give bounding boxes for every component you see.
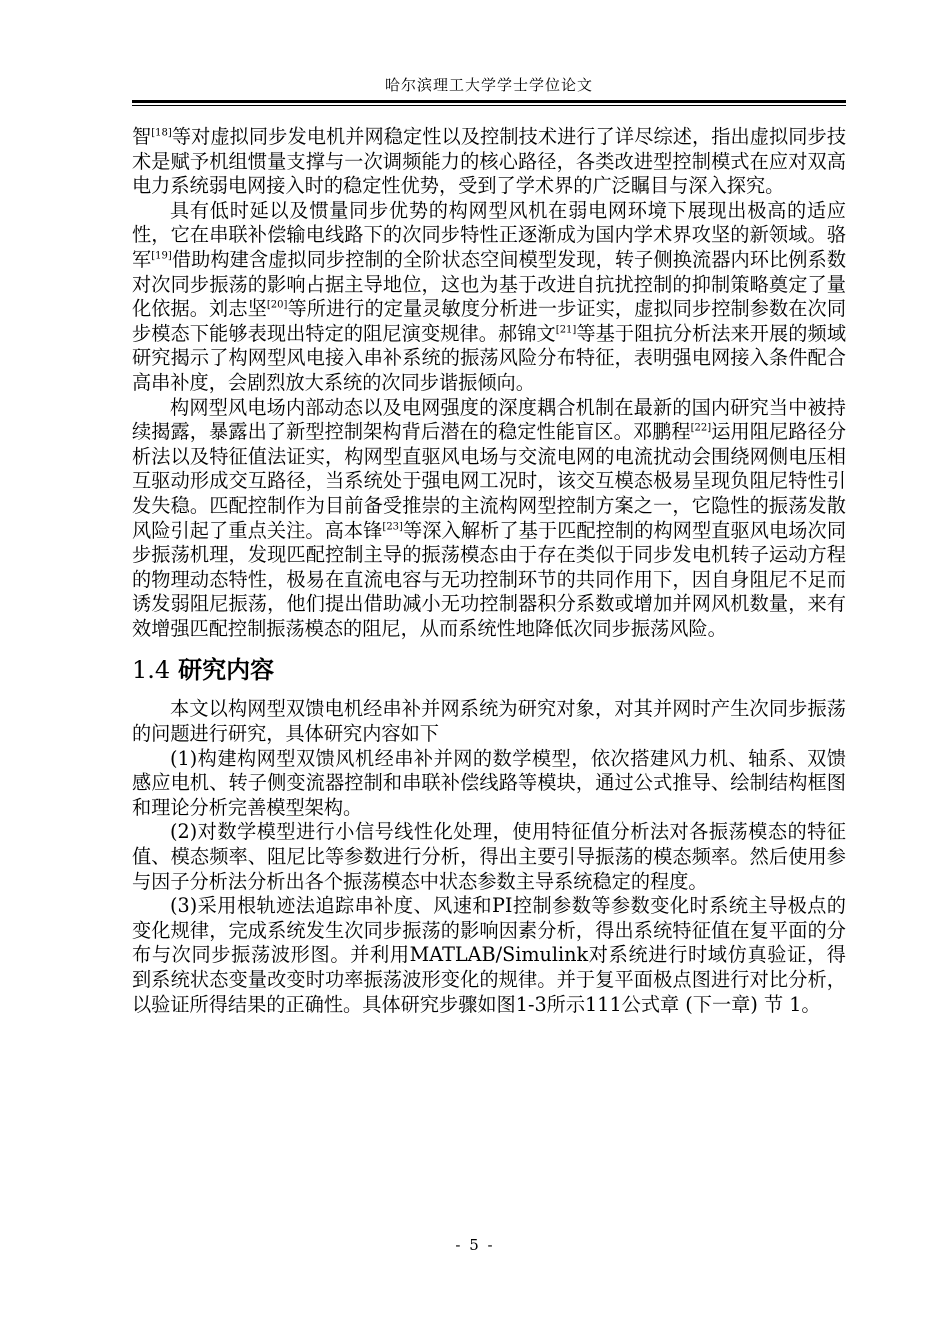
paragraph-text: 本文以构网型双馈电机经串补并网系统为研究对象，对其并网时产生次同步振荡的问题进行研究，具体研究内容如下 bbox=[132, 697, 846, 746]
page-body bbox=[132, 125, 846, 1017]
citation-ref: [19] bbox=[151, 250, 172, 262]
body-paragraph bbox=[132, 697, 846, 746]
running-header: 哈尔滨理工大学学士学位论文 bbox=[384, 76, 593, 94]
paragraph-text: 运用阻尼路径分析法以及特征值法证实，构网型直驱风电场与交流电网的电流扰动会围绕网侧电压相互驱动形成交互路径，当系统处于强电网工况时，该交互模态极易呈现负阻尼特性引发失稳。匹配控制作为目前备受推崇的主流构网型控制方案之一，它隐性的振荡发散风险引起了重点关注。高本锋 bbox=[132, 420, 847, 542]
body-paragraph bbox=[132, 396, 846, 642]
citation-ref: [20] bbox=[266, 299, 288, 311]
body-paragraph bbox=[132, 894, 846, 1017]
paragraph-text: 等基于阻抗分析法来开展的频域研究揭示了构网型风电接入串补系统的振荡风险分布特征，表明强电网接入条件配合高串补度，会剧烈放大系统的次同步谐振倾向。 bbox=[132, 321, 847, 394]
section-heading bbox=[132, 655, 846, 685]
paragraph-text: 构网型风电场内部动态以及电网强度的深度耦合机制在最新的国内研究当中被持续揭露，暴露出了新型控制架构背后潜在的稳定性能盲区。邓鹏程 bbox=[132, 395, 846, 444]
section-title: 研究内容 bbox=[178, 656, 275, 685]
body-paragraph bbox=[132, 199, 846, 396]
header-rule-thick bbox=[132, 100, 846, 103]
citation-ref: [23] bbox=[382, 521, 403, 533]
body-paragraph bbox=[132, 125, 846, 199]
paragraph-text: 智 bbox=[132, 125, 152, 148]
paragraph-text: 具有低时延以及惯量同步优势的构网型风机在弱电网环境下展现出极高的适应性，它在串联补偿输电线路下的次同步特性正逐渐成为国内学术界攻坚的新领域。骆军 bbox=[132, 198, 846, 271]
paragraph-text: (3)采用根轨迹法追踪串补度、风速和PI控制参数等参数变化时系统主导极点的变化规律，完成系统发生次同步振荡的影响因素分析，得出系统特征值在复平面的分布与次同步振荡波形图。并利用MATLAB/Simulink对系统进行时域仿真验证，得到系统状态变量改变时功率振荡波形变化的规律。并于复平面极点图进行对比分析，以验证所得结果的正确性。具体研究步骤如图1-3所示111公式章 (下一章) 节 1。 bbox=[132, 894, 846, 1016]
research-content-paragraphs bbox=[132, 697, 846, 1017]
body-paragraph bbox=[132, 820, 846, 894]
section-number: 1.4 bbox=[132, 656, 171, 685]
paragraph-text: 等所进行的定量灵敏度分析进一步证实，虚拟同步控制参数在次同步模态下能够表现出特定的阻尼演变规律。郝锦文 bbox=[132, 297, 847, 345]
paragraph-text: (1)构建构网型双馈风机经串补并网的数学模型，依次搭建风力机、轴系、双馈感应电机、转子侧变流器控制和串联补偿线路等模块，通过公式推导、绘制结构框图和理论分析完善模型架构。 bbox=[132, 746, 846, 819]
citation-ref: [18] bbox=[151, 127, 172, 139]
page-number: - 5 - bbox=[455, 1236, 495, 1254]
citation-ref: [21] bbox=[555, 324, 577, 336]
body-paragraph bbox=[132, 747, 846, 821]
citation-ref: [22] bbox=[690, 422, 712, 434]
paragraph-text: 借助构建含虚拟同步控制的全阶状态空间模型发现，转子侧换流器内环比例系数对次同步振荡的影响占据主导地位，这也为基于改进自抗扰控制的抑制策略奠定了量化依据。刘志坚 bbox=[132, 247, 847, 321]
header-rule-thin bbox=[132, 105, 846, 106]
paragraph-text: 等对虚拟同步发电机并网稳定性以及控制技术进行了详尽综述，指出虚拟同步技术是赋予机组惯量支撑与一次调频能力的核心路径，各类改进型控制模式在应对双高电力系统弱电网接入时的稳定性优势，受到了学术界的广泛瞩目与深入探究。 bbox=[132, 125, 847, 198]
literature-review-paragraphs bbox=[132, 125, 846, 641]
paragraph-text: 等深入解析了基于匹配控制的构网型直驱风电场次同步振荡机理，发现匹配控制主导的振荡模态由于存在类似于同步发电机转子运动方程的物理动态特性，极易在直流电容与无功控制环节的共同作用下，因自身阻尼不足而诱发弱阻尼振荡，他们提出借助减小无功控制器积分系数或增加并网风机数量，来有效增强匹配控制振荡模态的阻尼，从而系统性地降低次同步振荡风险。 bbox=[132, 518, 847, 640]
paragraph-text: (2)对数学模型进行小信号线性化处理，使用特征值分析法对各振荡模态的特征值、模态频率、阻尼比等参数进行分析，得出主要引导振荡的模态频率。然后使用参与因子分析法分析出各个振荡模态中状态参数主导系统稳定的程度。 bbox=[132, 820, 846, 893]
